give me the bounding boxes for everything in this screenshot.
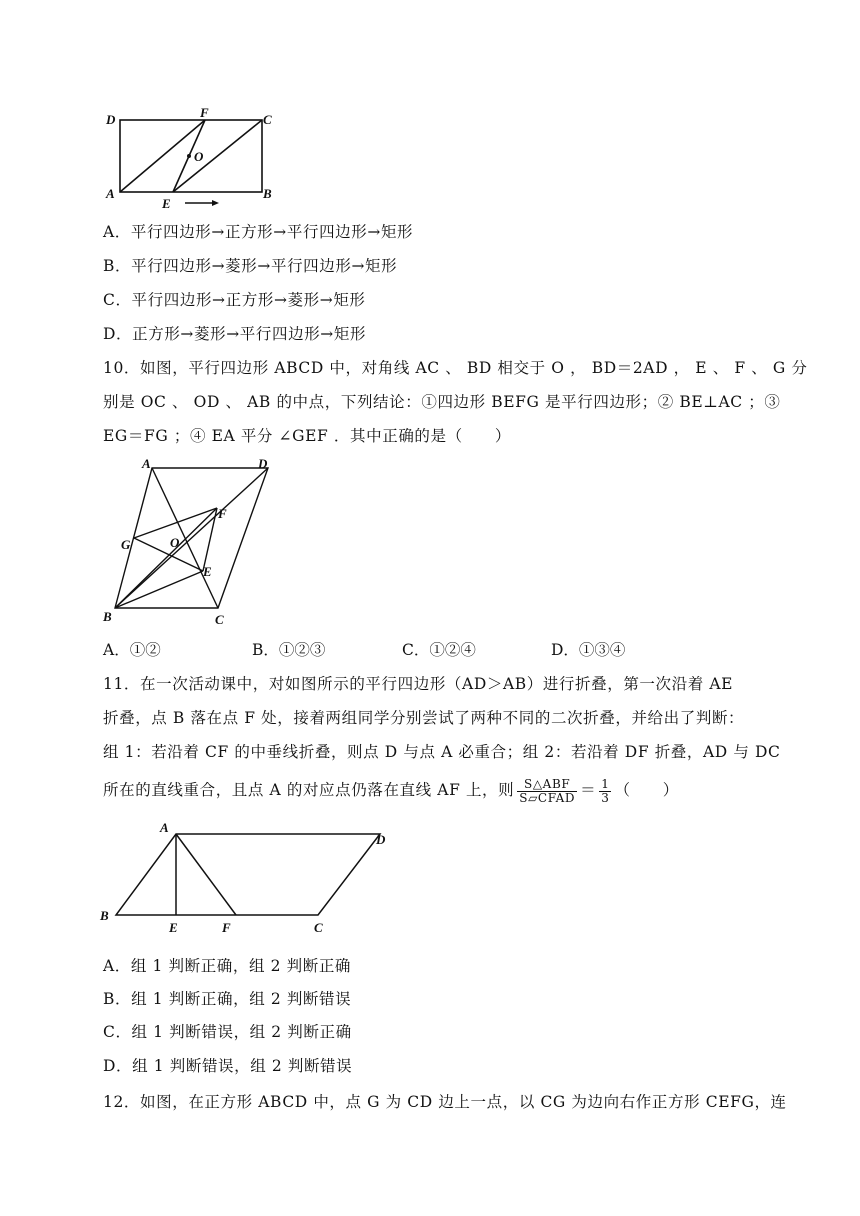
figure-q11-parallelogram — [96, 818, 406, 936]
q11-line-4 — [103, 768, 679, 812]
q10-line-2: 别是 OC 、 OD 、 AB 的中点，下列结论：①四边形 BEFG 是平行四边形；② BE⊥AC ；③ — [103, 393, 781, 411]
label-e: E — [203, 564, 212, 579]
segment-gf — [134, 508, 217, 538]
figure-q10-parallelogram — [98, 456, 288, 628]
q11-option-a: A．组 1 判断正确，组 2 判断正确 — [103, 957, 352, 975]
diagonal-ac — [152, 468, 218, 608]
label-f: F — [200, 105, 209, 120]
answer-blank: （ ） — [614, 781, 679, 799]
q10-option-d: D．①③④ — [551, 641, 626, 659]
fraction-numerator: 1 — [601, 776, 610, 791]
parallelogram-abcd — [116, 834, 380, 915]
area-ratio-fraction — [517, 778, 577, 805]
one-third-fraction — [599, 778, 611, 805]
q11-line-3: 组 1：若沿着 CF 的中垂线折叠，则点 D 与点 A 必重合；组 2：若沿着 DF 折叠，AD 与 DC — [103, 743, 781, 761]
q9-option-c: C．平行四边形→正方形→菱形→矩形 — [103, 291, 366, 309]
segment-be — [115, 571, 203, 608]
fraction-numerator: S△ABF — [517, 778, 577, 792]
label-b: B — [100, 908, 109, 923]
label-b: B — [103, 609, 112, 624]
segment-af — [176, 834, 236, 915]
q10-line-1: 10．如图，平行四边形 ABCD 中，对角线 AC 、 BD 相交于 O ， BD＝2AD ， E 、 F 、 G 分 — [103, 359, 808, 377]
q9-option-a: A．平行四边形→正方形→平行四边形→矩形 — [103, 223, 414, 241]
label-d: D — [376, 832, 386, 847]
label-f: F — [222, 920, 231, 935]
diagonal-bd — [115, 468, 268, 608]
label-d: D — [258, 456, 268, 471]
segment-fe — [203, 508, 217, 571]
q11-option-d: D．组 1 判断错误，组 2 判断错误 — [103, 1057, 353, 1075]
label-c: C — [263, 112, 272, 127]
label-o: O — [194, 149, 204, 164]
q11-option-c: C．组 1 判断错误，组 2 判断正确 — [103, 1023, 352, 1041]
segment-af — [120, 120, 205, 192]
point-o — [187, 154, 191, 158]
label-a: A — [142, 456, 151, 471]
label-a: A — [160, 820, 169, 835]
q11-option-b: B．组 1 判断正确，组 2 判断错误 — [103, 990, 352, 1008]
label-g: G — [121, 537, 131, 552]
equals-sign: ＝ — [580, 781, 597, 799]
arrow-head — [212, 200, 219, 206]
segment-ec — [173, 120, 262, 192]
label-e: E — [162, 196, 171, 211]
q11-line-4-text: 所在的直线重合，且点 A 的对应点仍落在直线 AF 上，则 — [103, 781, 515, 799]
segment-bf — [115, 508, 217, 608]
q10-line-3: EG＝FG ；④ EA 平分 ∠GEF ．其中正确的是（ ） — [103, 427, 512, 445]
q9-option-d: D．正方形→菱形→平行四边形→矩形 — [103, 325, 367, 343]
label-c: C — [215, 612, 224, 627]
label-c: C — [314, 920, 323, 935]
q10-option-b: B．①②③ — [252, 641, 326, 659]
label-o: O — [170, 535, 180, 550]
fraction-denominator: S▱CFAD — [519, 790, 576, 805]
label-a: A — [106, 186, 115, 201]
q11-line-1: 11．在一次活动课中，对如图所示的平行四边形（AD＞AB）进行折叠，第一次沿着 AE — [103, 675, 734, 693]
label-f: F — [218, 506, 227, 521]
q10-option-a: A．①② — [103, 641, 161, 659]
q12-line-1: 12．如图，在正方形 ABCD 中，点 G 为 CD 边上一点，以 CG 为边向右作正方形 CEFG，连 — [103, 1093, 787, 1111]
label-d: D — [106, 112, 116, 127]
q11-line-2: 折叠，点 B 落在点 F 处，接着两组同学分别尝试了两种不同的二次折叠，并给出了判断： — [103, 709, 745, 727]
fraction-denominator: 3 — [601, 790, 610, 805]
label-e: E — [169, 920, 178, 935]
figure-q9-rectangle — [100, 104, 290, 212]
q9-option-b: B．平行四边形→菱形→平行四边形→矩形 — [103, 257, 398, 275]
label-b: B — [263, 186, 272, 201]
q10-option-c: C．①②④ — [402, 641, 476, 659]
